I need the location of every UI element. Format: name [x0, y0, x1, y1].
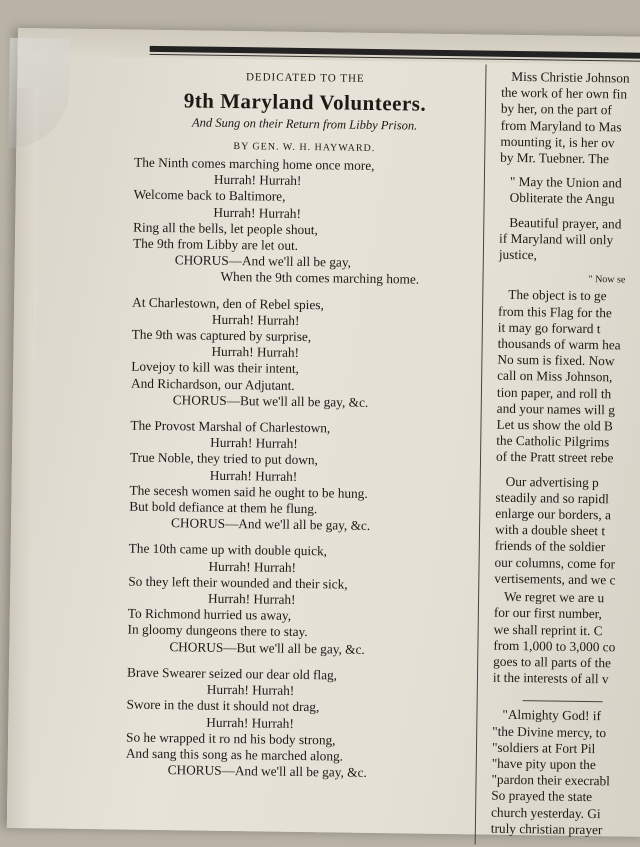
article-column [491, 69, 640, 839]
verse-line: At Charlestown, den of Rebel spies, [132, 294, 324, 312]
verse-line: The Ninth comes marching home once more, [134, 154, 375, 173]
poem-verse [126, 664, 468, 782]
verse-line: Swore in the dust it should not drag, [126, 696, 320, 715]
verse-line: The 9th from Libby are let out. [132, 235, 299, 253]
verse-line: Brave Swearer seized our dear old flag, [126, 664, 338, 683]
paragraph-gap [493, 686, 640, 696]
poem-verses [126, 155, 475, 783]
chorus-line: CHORUS—But we'll all be gay, &c. [169, 638, 365, 657]
poem-verse [127, 541, 469, 659]
article-line: justice, [498, 246, 538, 263]
verse-line: And sang this song as he marched along. [125, 745, 344, 764]
article-line: from Maryland to Mas [500, 117, 622, 135]
verse-line: The 9th was captured by surprise, [131, 326, 312, 345]
article-line: by her, on the part of [500, 101, 612, 118]
poem-verse [131, 294, 473, 412]
verse-line: Hurrah! Hurrah! [207, 590, 296, 608]
verse-line: Hurrah! Hurrah! [209, 467, 298, 484]
article-line: from this Flag for the [497, 303, 612, 320]
verse-line: Hurrah! Hurrah! [206, 681, 295, 699]
article-line: "pardon their execrabl [491, 771, 611, 789]
article-line: "soldiers at Fort Pil [491, 739, 596, 756]
verse-line: Ring all the bells, let people shout, [133, 219, 318, 238]
chorus-line: CHORUS—But we'll all be gay, &c. [172, 392, 369, 410]
article-line: "Almighty God! if [502, 707, 602, 724]
article-line: call on Miss Johnson, [497, 368, 613, 385]
article-line: Beautiful prayer, and [509, 214, 622, 232]
left-column-faded [7, 88, 39, 828]
article-line: vertisements, and we c [494, 570, 616, 588]
chorus-line: When the 9th comes marching home. [220, 269, 420, 288]
column-divider [475, 65, 487, 845]
verse-line: And Richardson, our Adjutant. [130, 375, 295, 393]
article-line: The object is to ge [508, 287, 607, 304]
article-line: from 1,000 to 3,000 co [493, 637, 616, 655]
verse-line: The Provost Marshal of Charlestown, [130, 417, 331, 436]
article-line: church yesterday. Gi [490, 804, 601, 821]
verse-line: In gloomy dungeons there to stay. [127, 622, 308, 640]
newspaper-page [7, 28, 640, 837]
verse-line: Hurrah! Hurrah! [211, 343, 300, 361]
quill-feather-decoration [8, 38, 70, 149]
article-line: tion paper, and roll th [496, 384, 612, 401]
verse-line: Lovejoy to kill was their intent, [131, 359, 300, 377]
poem-dedication: DEDICATED TO THE [245, 71, 365, 85]
verse-line: But bold defiance at them he flung. [129, 498, 318, 517]
poem-verse [132, 155, 474, 289]
article-line: by Mr. Tuebner. The [500, 149, 610, 167]
article-line: Let us show the old B [496, 416, 613, 434]
article-line: our columns, come for [494, 554, 616, 572]
verse-line: The secesh women said he ought to be hung. [129, 482, 368, 501]
chorus-line: CHORUS—And we'll all be gay, &c. [170, 515, 371, 534]
chorus-line: CHORUS—And we'll all be gay, &c. [167, 762, 367, 781]
article-line: the work of her own fin [501, 84, 628, 102]
article-line: steadily and so rapidl [495, 489, 609, 507]
article-line: it may go forward t [497, 319, 601, 337]
chorus-line: CHORUS—And we'll all be gay, [174, 252, 352, 270]
article-line: "have pity upon the [491, 755, 596, 773]
poem-title: 9th Maryland Volunteers. [183, 88, 427, 116]
article-line: friends of the soldier [494, 538, 606, 555]
article-line: Obliterate the Angu [509, 190, 615, 207]
article-line: We regret we are u [504, 588, 605, 606]
article-line: thousands of warm hea [497, 335, 621, 353]
verse-line: To Richmond hurried us away, [127, 605, 292, 624]
article-line: " Now se [588, 274, 626, 286]
article-line: "the Divine mercy, to [492, 723, 607, 740]
verse-line: Hurrah! Hurrah! [213, 204, 302, 221]
article-line: with a double sheet t [494, 521, 606, 539]
article-line: and your names will g [496, 400, 616, 418]
poem-subtitle: And Sung on their Return from Libby Prison. [191, 115, 418, 133]
verse-line: Welcome back to Baltimore, [133, 187, 286, 205]
article-line: No sum is fixed. Now [497, 351, 615, 369]
article-line: " May the Union and [509, 174, 622, 191]
verse-line: So they left their wounded and their sick, [128, 573, 348, 592]
article-line: goes to all parts of the [493, 653, 612, 671]
article-line: So prayed the state [491, 788, 593, 805]
article-line: the Catholic Pilgrims [496, 432, 610, 450]
article-line: Our advertising p [505, 473, 599, 490]
verse-line: The 10th came up with double quick, [128, 541, 328, 559]
verse-line: True Noble, they tried to put down, [129, 450, 318, 468]
article-line: it the interests of all v [492, 669, 609, 687]
article-line: of the Pratt street rebe [495, 449, 614, 466]
verse-line: Hurrah! Hurrah! [213, 171, 302, 189]
verse-line: Hurrah! Hurrah! [206, 714, 294, 731]
article-line: for our first number, [493, 604, 603, 622]
poem-verse [129, 418, 471, 536]
verse-line: Hurrah! Hurrah! [211, 311, 300, 328]
article-line: we shall reprint it. C [493, 621, 603, 638]
verse-line: Hurrah! Hurrah! [210, 434, 298, 452]
section-rule [523, 700, 603, 702]
verse-line: So he wrapped it ro nd his body strong, [126, 729, 336, 748]
poem-column [125, 64, 475, 793]
article-line: Miss Christie Johnson [511, 68, 630, 86]
article-line: if Maryland will only [499, 230, 614, 248]
article-line: mounting it, is her ov [500, 133, 615, 151]
verse-line: Hurrah! Hurrah! [208, 558, 297, 575]
poem-byline: BY GEN. W. H. HAYWARD. [233, 141, 376, 154]
article-line: truly christian prayer [490, 820, 603, 837]
article-line: enlarge our borders, a [495, 505, 612, 523]
